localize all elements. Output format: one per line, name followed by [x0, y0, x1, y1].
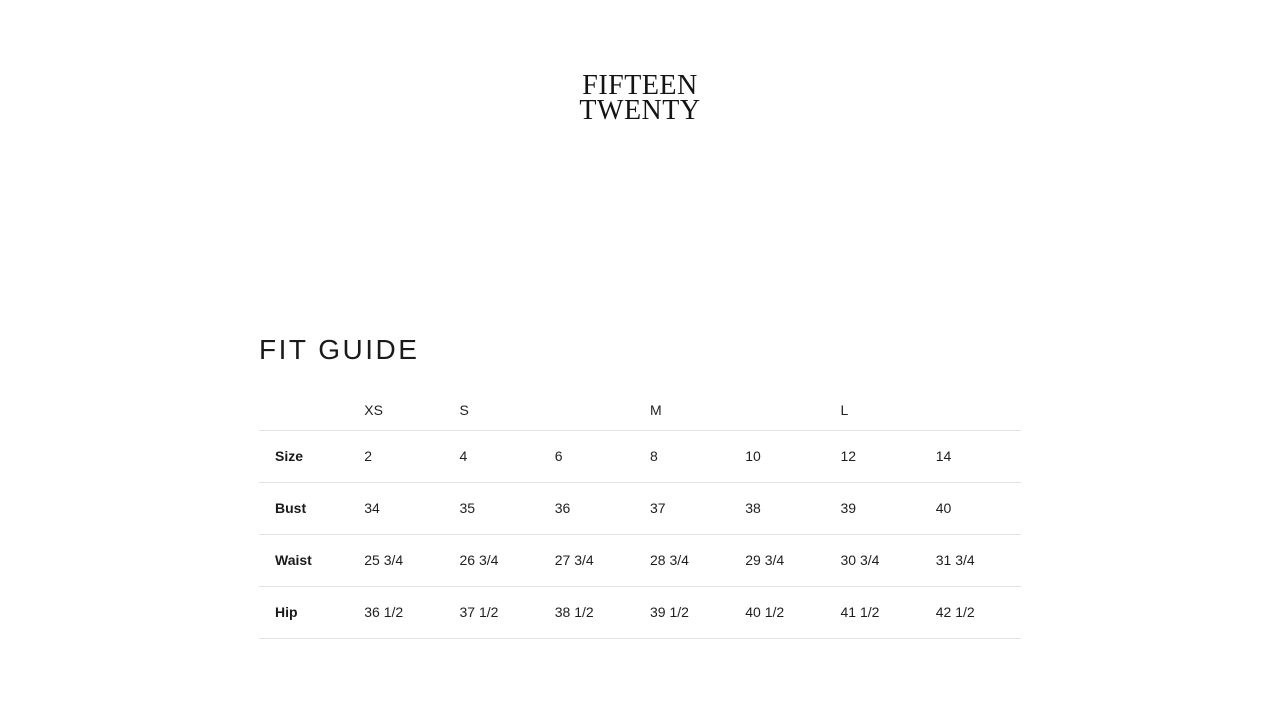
measurement-value: 27 3/4	[554, 552, 594, 568]
measurement-value: 4	[459, 448, 468, 464]
measurement-value: 2	[364, 448, 373, 464]
size-group-header-empty	[735, 390, 830, 430]
measurement-label: Size	[275, 448, 304, 464]
measurement-row-hip	[259, 586, 1021, 638]
measurement-row-bust	[259, 482, 1021, 534]
measurement-value: 41 1/2	[840, 604, 880, 620]
page-title: FIT GUIDE	[259, 334, 420, 365]
measurement-value: 28 3/4	[650, 552, 689, 568]
measurement-value: 42 1/2	[935, 604, 975, 620]
measurement-value: 38 1/2	[554, 604, 594, 620]
measurement-row-waist	[259, 534, 1021, 586]
size-group-header-empty	[259, 390, 354, 430]
measurement-value: 6	[554, 448, 563, 464]
measurement-value: 39 1/2	[650, 604, 689, 620]
measurement-row-size	[259, 430, 1021, 482]
fit-guide-table	[259, 390, 1021, 639]
measurement-label: Waist	[275, 552, 312, 568]
size-group-header-m: M	[640, 390, 735, 430]
measurement-value: 39	[840, 500, 857, 516]
measurement-value: 35	[459, 500, 476, 516]
size-group-header-s: S	[450, 390, 545, 430]
measurement-value: 10	[745, 448, 761, 464]
size-group-header-xs: XS	[354, 390, 449, 430]
measurement-value: 26 3/4	[459, 552, 499, 568]
measurement-value: 40 1/2	[745, 604, 785, 620]
measurement-value: 8	[650, 448, 658, 464]
measurement-value: 25 3/4	[364, 552, 404, 568]
size-group-header-empty	[926, 390, 1021, 430]
measurement-label: Hip	[275, 604, 298, 620]
size-group-header-l: L	[831, 390, 926, 430]
measurement-value: 12	[840, 448, 857, 464]
measurement-value: 30 3/4	[840, 552, 880, 568]
measurement-value: 36 1/2	[364, 604, 404, 620]
fit-table-body	[259, 430, 1021, 638]
measurement-value: 36	[554, 500, 571, 516]
measurement-value: 37	[650, 500, 666, 516]
measurement-value: 38	[745, 500, 761, 516]
measurement-value: 37 1/2	[459, 604, 499, 620]
measurement-value: 29 3/4	[745, 552, 785, 568]
measurement-value: 34	[364, 500, 380, 516]
fit-table-head	[259, 390, 1021, 430]
brand-logo-line1: FIFTEEN	[582, 70, 698, 101]
brand-logo-line2: TWENTY	[579, 95, 701, 126]
measurement-value: 14	[935, 448, 952, 464]
size-group-header-empty	[545, 390, 640, 430]
measurement-label: Bust	[275, 500, 307, 516]
fit-guide-section	[259, 336, 1021, 639]
measurement-value: 40	[935, 500, 952, 516]
size-group-header-row	[259, 390, 1021, 430]
measurement-value: 31 3/4	[935, 552, 975, 568]
brand-logo[interactable]	[0, 70, 1280, 126]
